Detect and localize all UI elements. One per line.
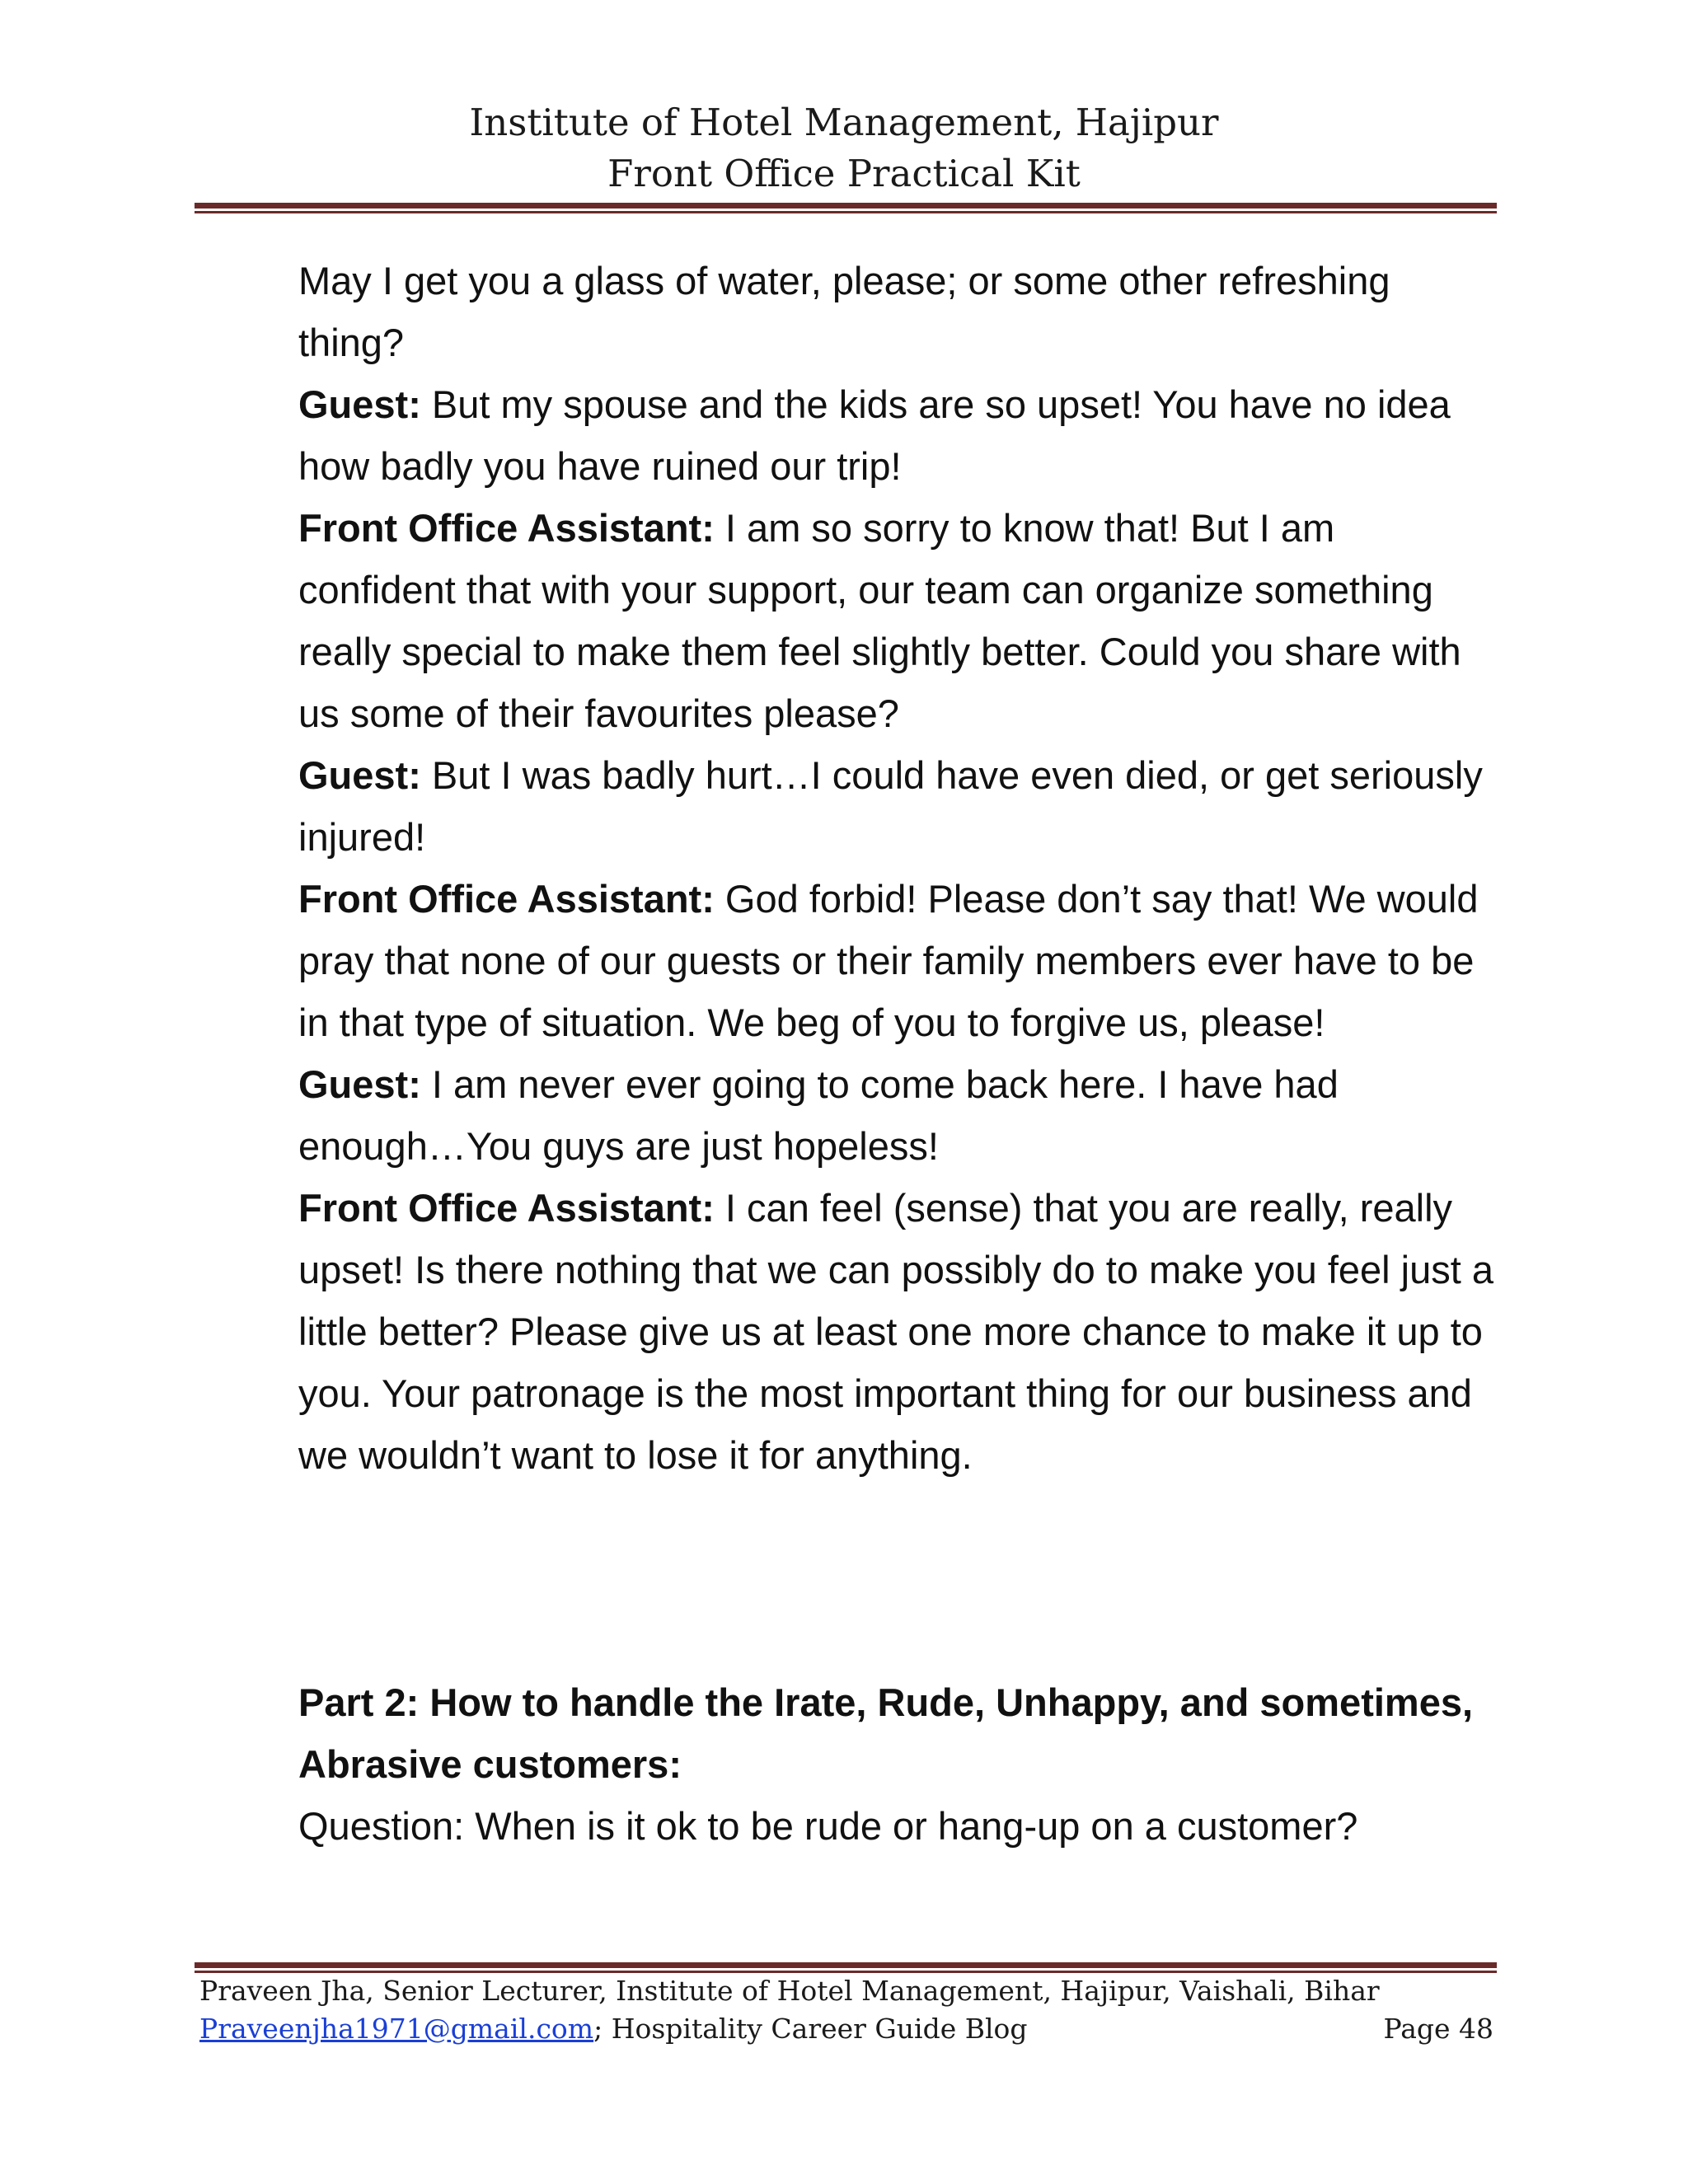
page-footer — [199, 1972, 1493, 2048]
dialogue-line — [298, 1053, 1502, 1177]
footer-blog: ; Hospitality Career Guide Blog — [593, 2013, 1028, 2045]
dialogue-text: May I get you a glass of water, please; or some other refreshing thing? — [298, 259, 1390, 364]
page-header — [0, 97, 1688, 199]
dialogue-line — [298, 373, 1502, 497]
dialogue-line — [298, 868, 1502, 1053]
dialogue-text: But I was badly hurt…I could have even died, or get seriously injured! — [298, 753, 1483, 859]
page-body — [298, 250, 1502, 1857]
section-heading: Part 2: How to handle the Irate, Rude, Unhappy, and sometimes, Abrasive customers: — [298, 1680, 1474, 1786]
dialogue-line — [298, 744, 1502, 868]
speaker-label: Guest: — [298, 1062, 421, 1106]
dialogue-text: I am so sorry to know that! But I am confident that with your support, our team can organize something really special to make them feel slightly better. Could you share with us some of their favourites please? — [298, 506, 1461, 735]
dialogue-line — [298, 1177, 1502, 1486]
page-number: Page 48 — [1383, 2013, 1493, 2045]
footer-author: Praveen Jha, Senior Lecturer, Institute of Hotel Management, Hajipur, Vaishali, Bihar — [199, 1975, 1380, 2007]
header-kit-title: Front Office Practical Kit — [607, 152, 1081, 195]
speaker-label: Front Office Assistant: — [298, 506, 715, 550]
header-institute: Institute of Hotel Management, Hajipur — [469, 101, 1219, 144]
dialogue-text: I can feel (sense) that you are really, really upset! Is there nothing that we can possibly do to make you feel just a little better? Please give us at least one more chance to make it up to you. Your patronage is the most important thing for our business and we wouldn’t want to lose it for anything. — [298, 1186, 1494, 1477]
speaker-label: Front Office Assistant: — [298, 877, 715, 921]
dialogue-line — [298, 497, 1502, 744]
speaker-label: Front Office Assistant: — [298, 1186, 715, 1230]
header-divider — [195, 203, 1497, 213]
section-question: Question: When is it ok to be rude or hang-up on a customer? — [298, 1804, 1358, 1848]
email-link[interactable]: Praveenjha1971@gmail.com — [199, 2013, 594, 2045]
speaker-label: Guest: — [298, 753, 421, 797]
dialogue-text: God forbid! Please don’t say that! We would pray that none of our guests or their family members ever have to be in that type of situation. We beg of you to forgive us, please! — [298, 877, 1479, 1044]
dialogue-text: But my spouse and the kids are so upset! You have no idea how badly you have ruined our trip! — [298, 382, 1451, 488]
speaker-label: Guest: — [298, 382, 421, 426]
dialogue-line — [298, 250, 1502, 373]
dialogue-text: I am never ever going to come back here. I have had enough…You guys are just hopeless! — [298, 1062, 1339, 1168]
